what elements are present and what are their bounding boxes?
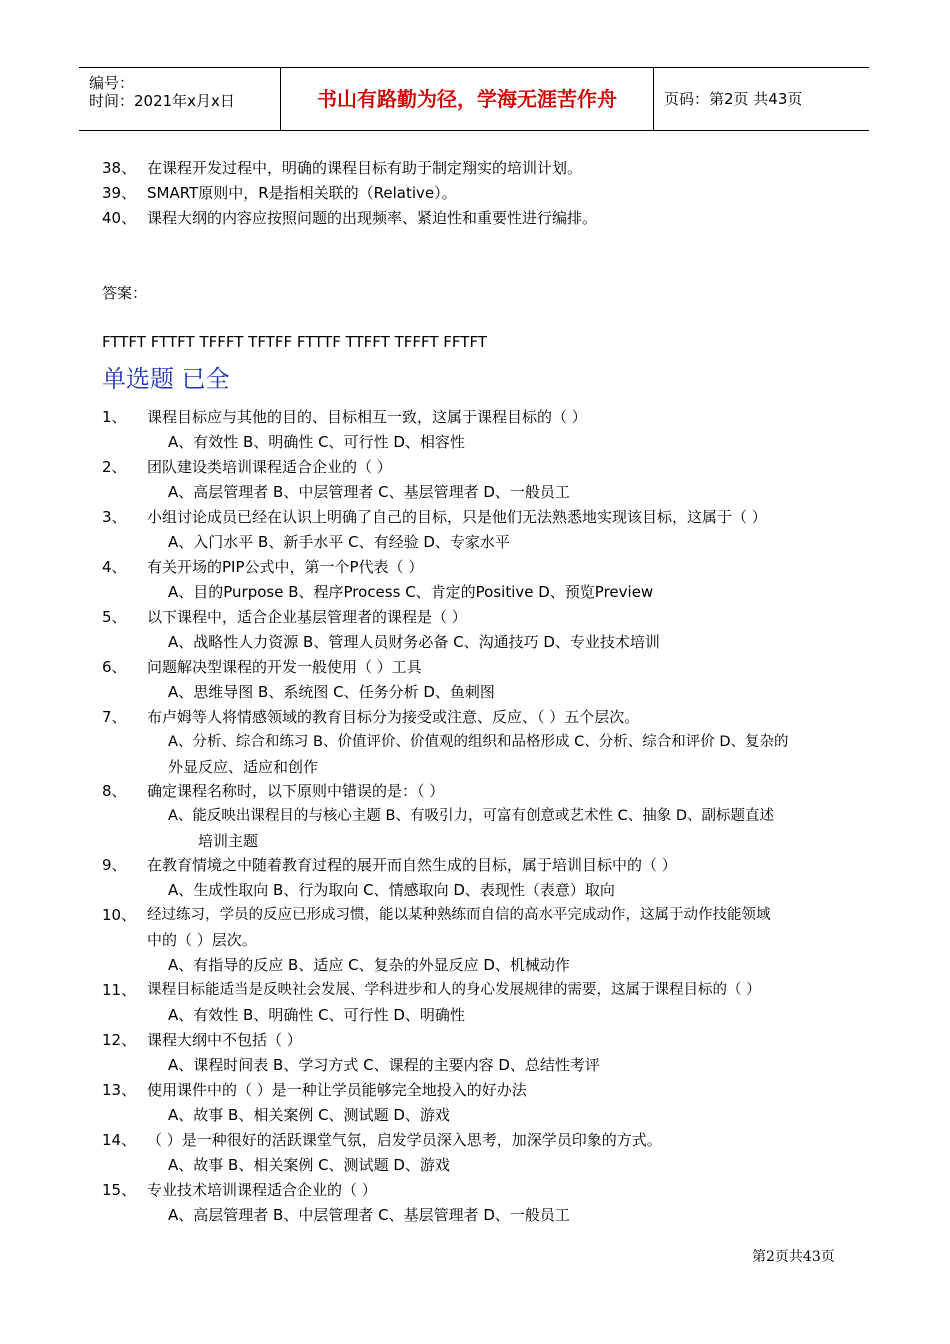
- question-options: A、有指导的反应 B、适应 C、复杂的外显反应 D、机械动作: [168, 956, 570, 974]
- answer-label: 答案：: [102, 284, 148, 302]
- question-text: 课程目标能适当是反映社会发展、学科进步和人的身心发展规律的需要，这属于课程目标的（ ）: [147, 982, 761, 998]
- question-number: 9、: [102, 856, 127, 874]
- question-number: 10、: [102, 906, 137, 924]
- item-number: 38、: [102, 159, 137, 177]
- question-text: 专业技术培训课程适合企业的（ ）: [147, 1181, 377, 1199]
- serial-label: 编号：: [89, 74, 135, 92]
- question-number: 8、: [102, 782, 127, 800]
- question-text-continued: 中的（ ）层次。: [147, 931, 257, 949]
- question-number: 5、: [102, 608, 127, 626]
- question-number: 11、: [102, 981, 137, 999]
- question-options: A、分析、综合和练习 B、价值评价、价值观的组织和品格形成 C、分析、综合和评价 D、复杂的: [168, 734, 789, 750]
- question-options: A、课程时间表 B、学习方式 C、课程的主要内容 D、总结性考评: [168, 1056, 600, 1074]
- question-options: A、有效性 B、明确性 C、可行性 D、相容性: [168, 433, 465, 451]
- question-text: （ ）是一种很好的活跃课堂气氛，启发学员深入思考，加深学员印象的方式。: [147, 1131, 662, 1149]
- tf-statement: SMART原则中，R是指相关联的（Relative）。: [147, 184, 457, 202]
- question-text: 在教育情境之中随着教育过程的展开而自然生成的目标，属于培训目标中的（ ）: [147, 856, 677, 874]
- question-number: 1、: [102, 408, 127, 426]
- question-options: A、故事 B、相关案例 C、测试题 D、游戏: [168, 1106, 450, 1124]
- question-options: A、生成性取向 B、行为取向 C、情感取向 D、表现性（表意）取向: [168, 881, 615, 899]
- question-text: 小组讨论成员已经在认识上明确了自己的目标，只是他们无法熟悉地实现该目标，这属于（ ）: [147, 508, 767, 526]
- tf-statement: 在课程开发过程中，明确的课程目标有助于制定翔实的培训计划。: [147, 159, 583, 177]
- question-text: 经过练习，学员的反应已形成习惯，能以某种熟练而自信的高水平完成动作，这属于动作技能领域: [147, 907, 771, 923]
- section-title: 单选题 已全: [102, 365, 230, 393]
- question-options: A、思维导图 B、系统图 C、任务分析 D、鱼刺图: [168, 683, 495, 701]
- question-options: A、故事 B、相关案例 C、测试题 D、游戏: [168, 1156, 450, 1174]
- question-options-continued: 培训主题: [198, 832, 259, 850]
- question-options: A、战略性人力资源 B、管理人员财务必备 C、沟通技巧 D、专业技术培训: [168, 633, 660, 651]
- question-number: 4、: [102, 558, 127, 576]
- item-number: 39、: [102, 184, 137, 202]
- header-divider: [653, 68, 654, 130]
- question-number: 13、: [102, 1081, 137, 1099]
- header-motto: 书山有路勤为径，学海无涯苦作舟: [317, 87, 617, 111]
- page-footer: 第2页共43页: [752, 1249, 835, 1265]
- question-options: A、能反映出课程目的与核心主题 B、有吸引力，可富有创意或艺术性 C、抽象 D、副标题直述: [168, 808, 774, 824]
- question-number: 15、: [102, 1181, 137, 1199]
- question-options: A、高层管理者 B、中层管理者 C、基层管理者 D、一般员工: [168, 1206, 570, 1224]
- question-text: 确定课程名称时，以下原则中错误的是：（ ）: [147, 782, 445, 800]
- question-text: 团队建设类培训课程适合企业的（ ）: [147, 458, 392, 476]
- header-page-number: 页码：第2页 共43页: [664, 90, 803, 108]
- answer-key: FTTFT FTTFT TFFFT TFTFF FTTTF TTFFT TFFFT FFTFT: [102, 333, 487, 351]
- date-label: 时间：2021年x月x日: [89, 92, 235, 110]
- page-header: [79, 67, 869, 131]
- question-text: 布卢姆等人将情感领域的教育目标分为接受或注意、反应、（ ）五个层次。: [147, 708, 640, 726]
- question-text: 问题解决型课程的开发一般使用（ ）工具: [147, 658, 422, 676]
- question-number: 6、: [102, 658, 127, 676]
- question-number: 3、: [102, 508, 127, 526]
- question-options: A、入门水平 B、新手水平 C、有经验 D、专家水平: [168, 533, 510, 551]
- question-options-continued: 外显反应、适应和创作: [168, 758, 319, 776]
- question-text: 课程目标应与其他的目的、目标相互一致，这属于课程目标的（ ）: [147, 408, 587, 426]
- question-number: 12、: [102, 1031, 137, 1049]
- question-text: 以下课程中，适合企业基层管理者的课程是（ ）: [147, 608, 467, 626]
- item-number: 40、: [102, 209, 137, 227]
- question-text: 课程大纲中不包括（ ）: [147, 1031, 302, 1049]
- question-text: 使用课件中的（ ）是一种让学员能够完全地投入的好办法: [147, 1081, 527, 1099]
- tf-statement: 课程大纲的内容应按照问题的出现频率、紧迫性和重要性进行编排。: [147, 209, 598, 227]
- question-number: 7、: [102, 708, 127, 726]
- question-number: 2、: [102, 458, 127, 476]
- question-options: A、有效性 B、明确性 C、可行性 D、明确性: [168, 1006, 465, 1024]
- question-number: 14、: [102, 1131, 137, 1149]
- question-options: A、高层管理者 B、中层管理者 C、基层管理者 D、一般员工: [168, 483, 570, 501]
- question-options: A、目的Purpose B、程序Process C、肯定的Positive D、预览Preview: [168, 583, 654, 601]
- question-text: 有关开场的PIP公式中，第一个P代表（ ）: [147, 558, 424, 576]
